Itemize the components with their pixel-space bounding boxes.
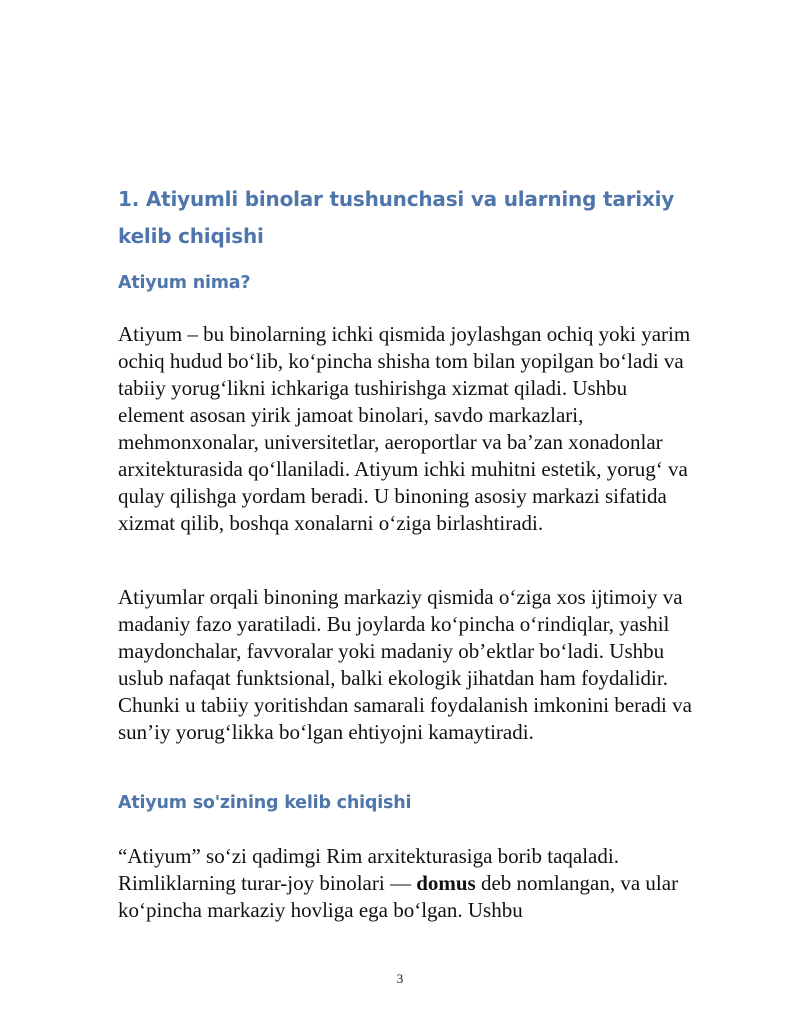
section-heading: 1. Atiyumli binolar tushunchasi va ularning tarixiy kelib chiqishi [118,187,675,248]
subheading-word-origin: Atiyum so'zining kelib chiqishi [118,793,412,813]
paragraph-social-space: Atiyumlar orqali binoning markaziy qismida o‘ziga xos ijtimoiy va madaniy fazo yaratiladi. Bu joylarda ko‘pincha o‘rindiqlar, yashil maydonchalar, favvoralar yoki madaniy ob’ektlar bo‘ladi. Ushbu uslub nafaqat funktsional, balki ekologik jihatdan ham foydalidir. Chunki u tabiiy yoritishdan samarali foydalanish imkonini beradi va sun’iy yorug‘likka bo‘lgan ehtiyojni kamaytiradi. [118,585,692,744]
page-number: 3 [396,971,404,986]
paragraph-origin [118,843,698,924]
subheading-what-is-atrium: Atiyum nima? [118,273,251,293]
paragraph-definition: Atiyum – bu binolarning ichki qismida joylashgan ochiq yoki yarim ochiq hudud bo‘lib, ko‘pincha shisha tom bilan yopilgan bo‘ladi va tabiiy yorug‘likni ichkariga tushirishga xizmat qiladi. Ushbu element asosan yirik jamoat binolari, savdo markazlari, mehmonxonalar, universitetlar, aeroportlar va ba’zan xonadonlar arxitekturasida qo‘llaniladi. Atiyum ichki muhitni estetik, yorug‘ va qulay qilishga yordam beradi. U binoning asosiy markazi sifatida xizmat qilib, boshqa xonalarni o‘ziga birlashtiradi. [118,322,691,535]
bold-term-domus: domus [416,871,476,895]
paragraph-origin-text-start: “Atiyum” so‘zi qadimgi Rim arxitekturasiga borib taqaladi. Rimliklarning turar-joy binolari — [118,844,619,895]
paragraph-origin-text-end: deb nomlangan, va ular ko‘pincha markaziy hovliga ega bo‘lgan. Ushbu [118,871,679,922]
